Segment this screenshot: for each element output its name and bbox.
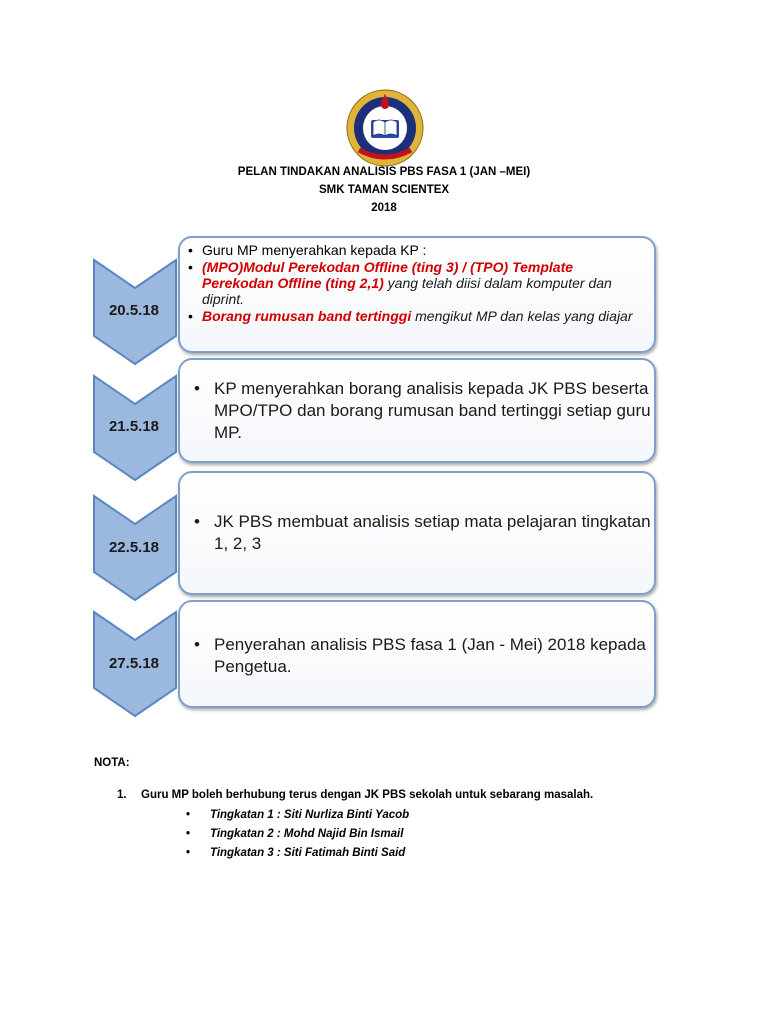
list-item: • Tingkatan 3 : Siti Fatimah Binti Said — [186, 847, 406, 859]
nota-item-number: 1. — [117, 789, 127, 801]
step-intro: • Guru MP menyerahkan kepada KP : — [188, 242, 646, 258]
document-year: 2018 — [371, 202, 397, 214]
step-box-1 — [178, 236, 656, 353]
step-box-3: • JK PBS membuat analisis setiap mata pelajaran tingkatan 1, 2, 3 — [178, 471, 656, 595]
nota-title: NOTA: — [94, 757, 130, 769]
borang-rumusan-text: Borang rumusan band tertinggi — [202, 308, 412, 324]
step-text: JK PBS membuat analisis setiap mata pelajaran tingkatan 1, 2, 3 — [214, 512, 651, 553]
step-text: KP menyerahkan borang analisis kepada JK PBS beserta MPO/TPO dan borang rumusan band tertinggi setiap guru MP. — [214, 379, 651, 442]
school-crest-icon — [345, 88, 425, 168]
document-title: PELAN TINDAKAN ANALISIS PBS FASA 1 (JAN –MEI) — [237, 166, 531, 178]
mpo-tpo-text: (MPO)Modul Perekodan Offline (ting 3) / (TPO) Template Perekodan Offline (ting 2,1) — [202, 259, 574, 291]
step-date: 21.5.18 — [108, 418, 160, 435]
school-name: SMK TAMAN SCIENTEX — [318, 184, 450, 196]
step-date: 27.5.18 — [108, 655, 160, 672]
nota-item-text: Guru MP boleh berhubung terus dengan JK PBS sekolah untuk sebarang masalah. — [141, 789, 594, 801]
mpo-tpo-note: yang telah diisi dalam komputer dan diprint. — [202, 275, 612, 307]
step-box-2: • KP menyerahkan borang analisis kepada JK PBS beserta MPO/TPO dan borang rumusan band tertinggi setiap guru MP. — [178, 358, 656, 463]
step-text: Penyerahan analisis PBS fasa 1 (Jan - Mei) 2018 kepada Pengetua. — [214, 635, 646, 676]
step-date: 22.5.18 — [108, 539, 160, 556]
contact-list — [186, 806, 409, 863]
step-box-4: • Penyerahan analisis PBS fasa 1 (Jan - Mei) 2018 kepada Pengetua. — [178, 600, 656, 708]
borang-rumusan-note: mengikut MP dan kelas yang diajar — [415, 308, 633, 324]
nota-item — [117, 789, 593, 801]
list-item: • Tingkatan 1 : Siti Nurliza Binti Yacob — [186, 809, 410, 821]
step-date: 20.5.18 — [108, 302, 160, 319]
list-item: • Tingkatan 2 : Mohd Najid Bin Ismail — [186, 828, 404, 840]
